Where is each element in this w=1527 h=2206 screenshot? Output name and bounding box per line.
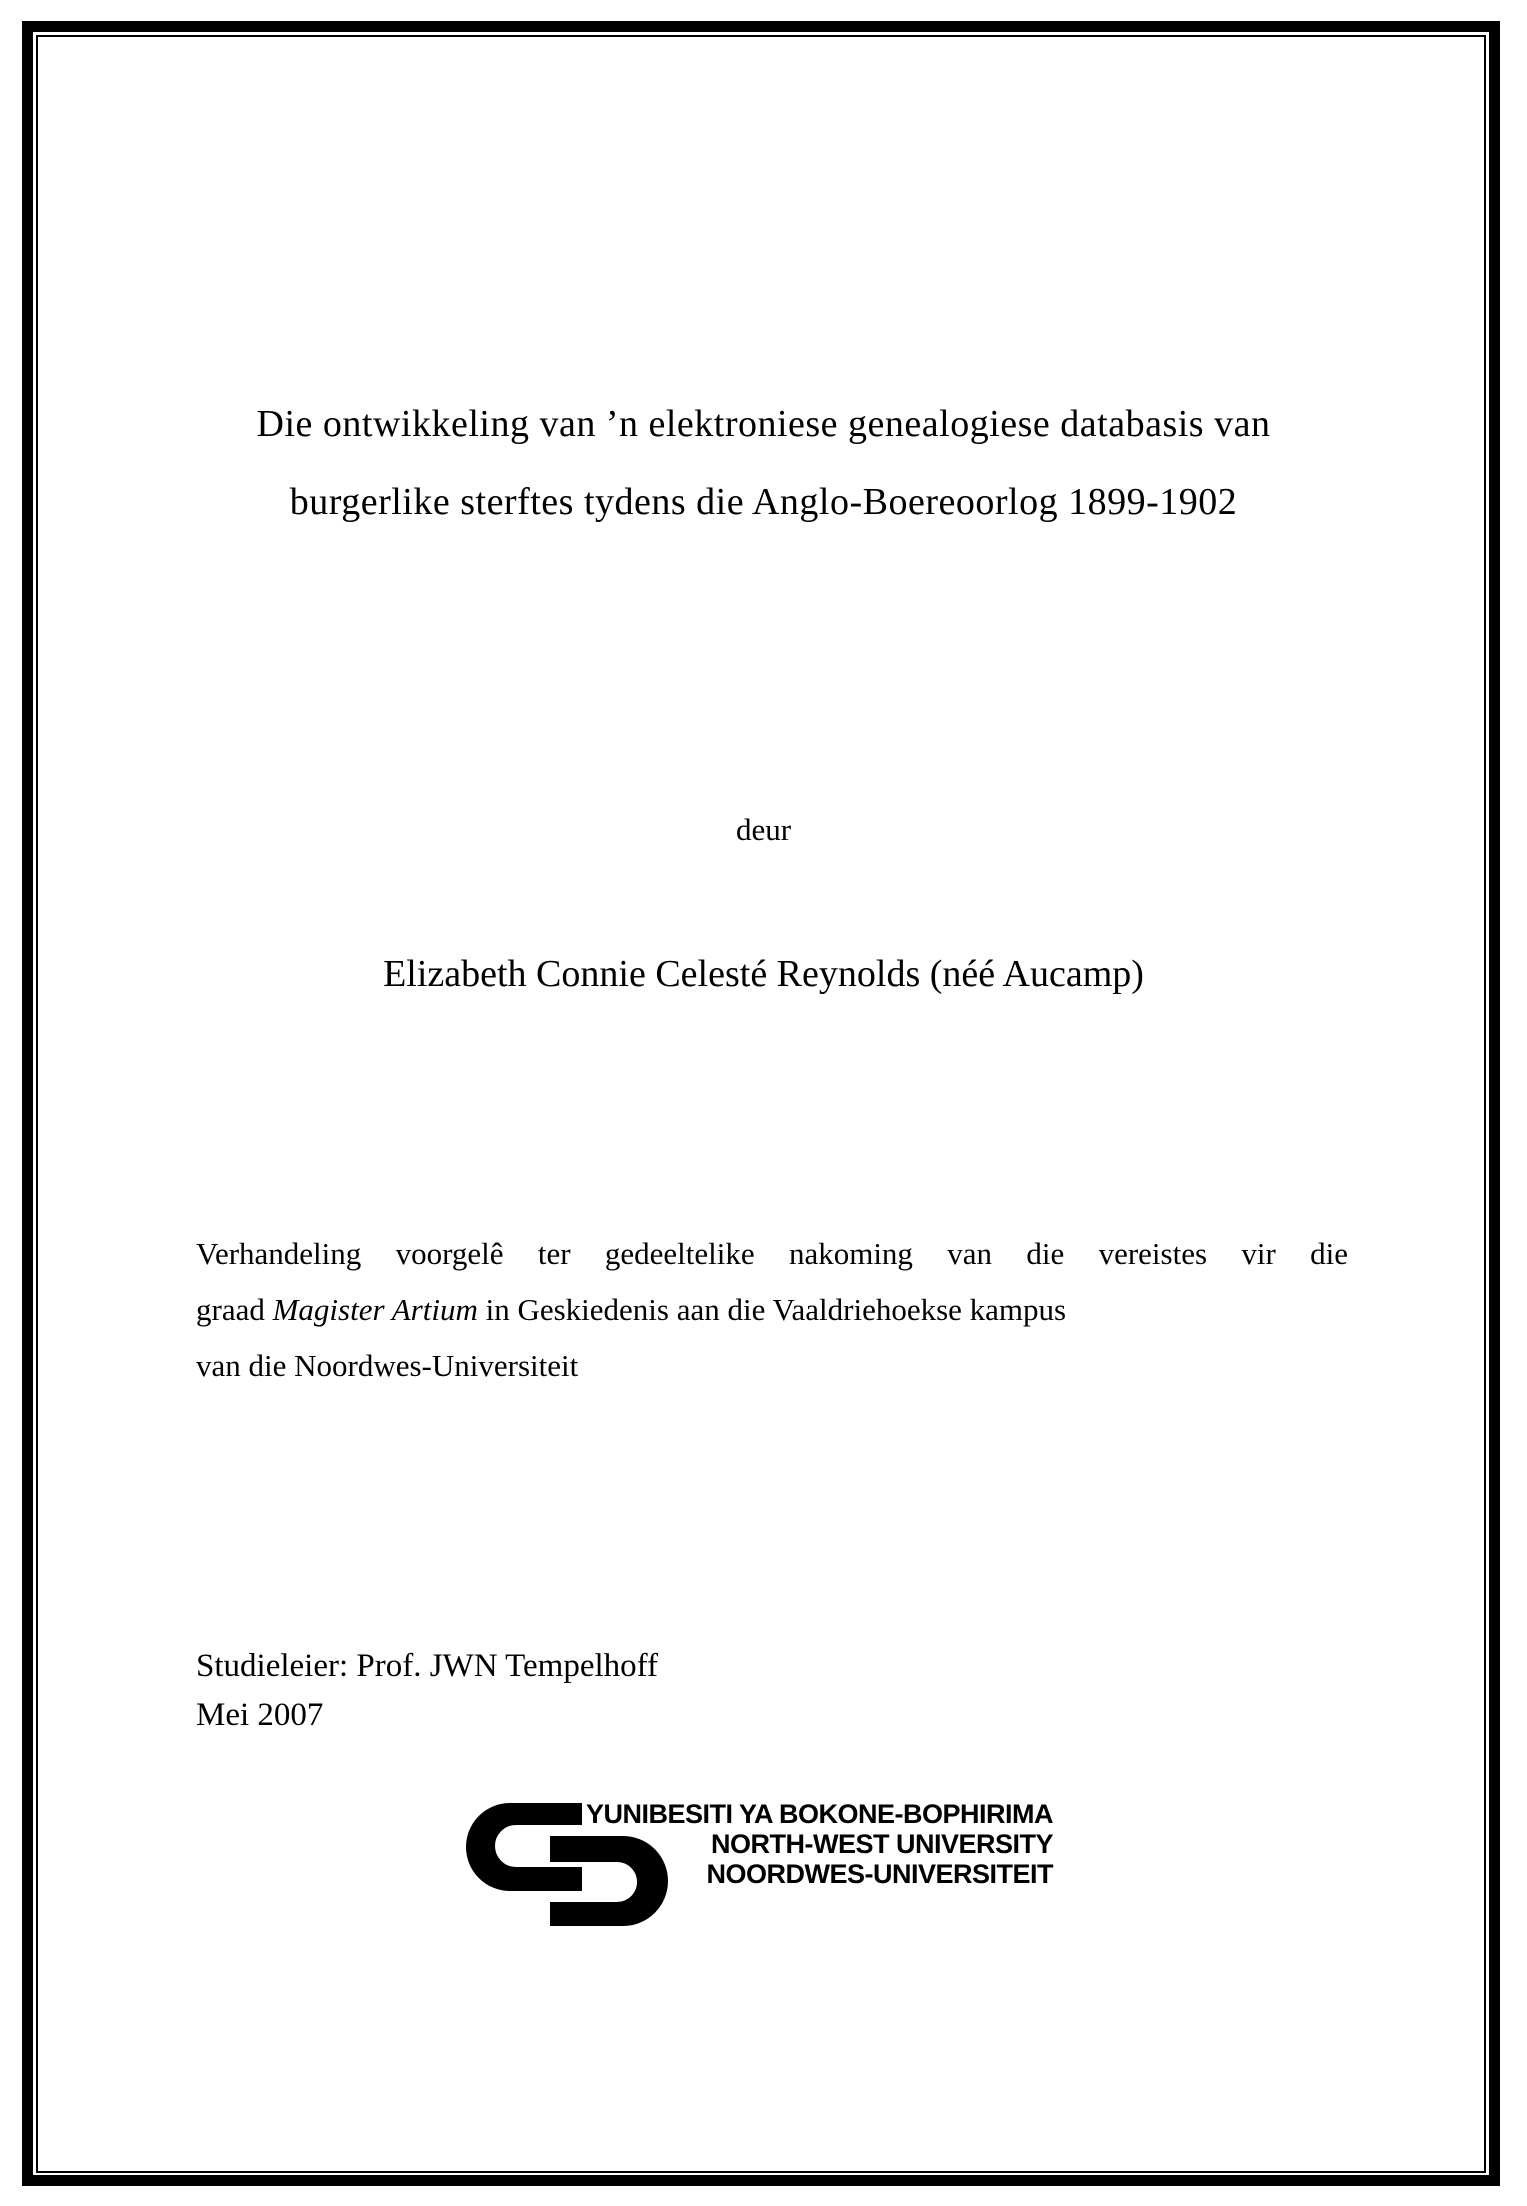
thesis-title-line-1: Die ontwikkeling van ’n elektroniese genealogiese databasis van xyxy=(256,403,1271,445)
declaration-line-2 xyxy=(196,1282,1348,1338)
declaration-line-1: Verhandeling voorgelê ter gedeeltelike nakoming van die vereistes vir die xyxy=(196,1236,1348,1271)
declaration-line-3: van die Noordwes-Universiteit xyxy=(196,1348,579,1383)
thesis-title xyxy=(110,385,1417,541)
nwu-logo-line-setswana: YUNIBESITI YA BOKONE-BOPHIRIMA xyxy=(585,1799,1053,1829)
nwu-logo-line-afrikaans: NOORDWES-UNIVERSITEIT xyxy=(706,1859,1053,1889)
supervisor-block xyxy=(196,1642,658,1740)
author-name: Elizabeth Connie Celesté Reynolds (néé Aucamp) xyxy=(383,953,1144,995)
declaration-line-2-prefix: graad xyxy=(196,1292,273,1327)
nwu-logo xyxy=(464,1796,1104,1936)
degree-name-italic: Magister Artium xyxy=(272,1292,478,1327)
supervisor-line: Studieleier: Prof. JWN Tempelhoff xyxy=(196,1648,659,1684)
thesis-title-line-2: burgerlike sterftes tydens die Anglo-Boereoorlog 1899-1902 xyxy=(289,481,1238,523)
declaration-line-2-suffix: in Geskiedenis aan die Vaaldriehoekse kampus xyxy=(477,1292,1067,1327)
nwu-logo-line-english: NORTH-WEST UNIVERSITY xyxy=(710,1829,1053,1859)
nwu-logo-text xyxy=(560,1799,1053,1889)
declaration-paragraph xyxy=(196,1226,1348,1394)
byline-label: deur xyxy=(735,812,792,847)
date-line: Mei 2007 xyxy=(196,1697,324,1733)
